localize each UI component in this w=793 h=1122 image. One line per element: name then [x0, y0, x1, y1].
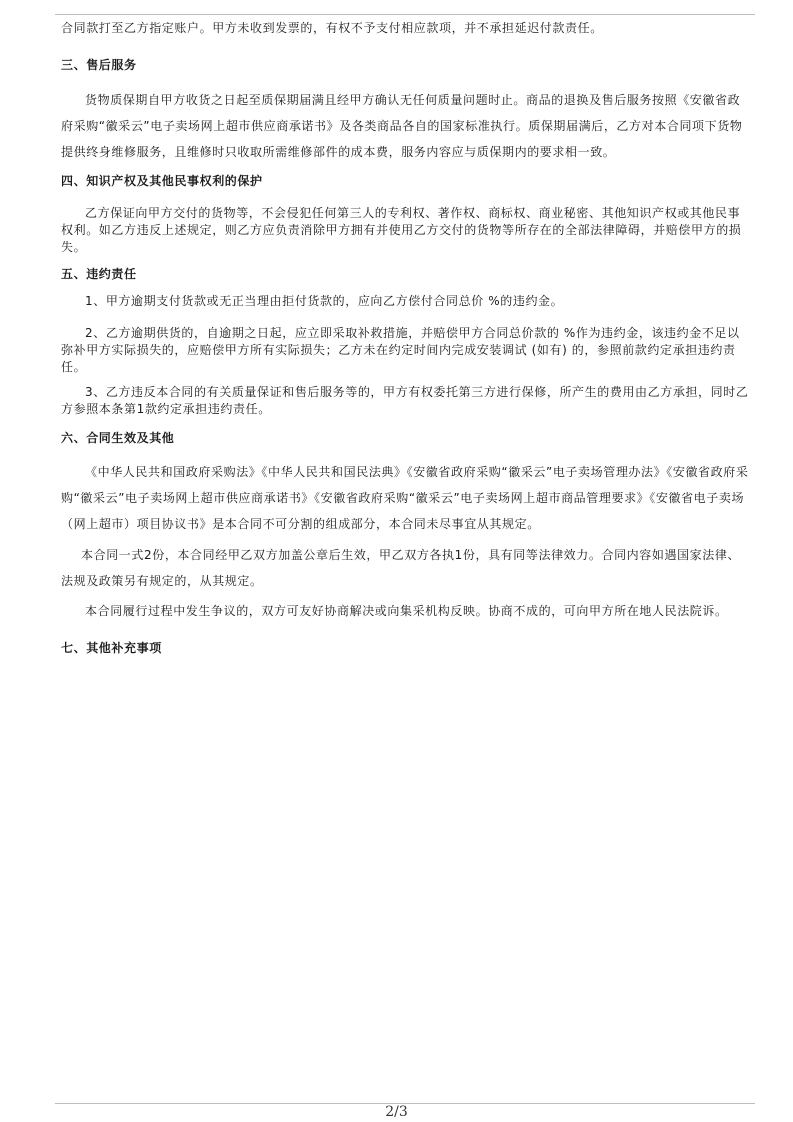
header-rule — [55, 14, 755, 15]
paragraph-liability-3: 3、乙方违反本合同的有关质量保证和售后服务等的，甲方有权委托第三方进行保修，所产生的费用由乙方承担，同时乙方参照本条第1款约定承担违约责任。 — [61, 385, 749, 416]
section-heading-supplementary: 七、其他补充事项 — [61, 641, 162, 655]
section-heading-ip-rights: 四、知识产权及其他民事权利的保护 — [61, 174, 263, 188]
section-heading-effectiveness: 六、合同生效及其他 — [61, 431, 175, 445]
paragraph-effectiveness-3: 本合同履行过程中发生争议的，双方可友好协商解决或向集采机构反映。协商不成的，可向甲方所在地人民法院诉。 — [85, 604, 728, 618]
paragraph-liability-1: 1、甲方逾期支付货款或无正当理由拒付货款的，应向乙方偿付合同总价 %的违约金。 — [85, 294, 564, 308]
paragraph-effectiveness-2: 本合同一式2份，本合同经甲乙双方加盖公章后生效，甲乙双方各执1份，具有同等法律效力。合同内容如遇国家法律、法规及政策另有规定的，从其规定。 — [61, 548, 741, 588]
paragraph-effectiveness-1: 《中华人民共和国政府采购法》《中华人民共和国民法典》《安徽省政府采购“徽采云”电子卖场管理办法》《安徽省政府采购“徽采云”电子卖场网上超市供应商承诺书》《安徽省政府采购“徽采云”电子卖场网上超市商品管理要求》《安徽省电子卖场（网上超市）项目协议书》是本合同不可分割的组成部分，本合同未尽事宜从其规定。 — [61, 465, 749, 531]
paragraph-ip-rights: 乙方保证向甲方交付的货物等，不会侵犯任何第三人的专利权、著作权、商标权、商业秘密、其他知识产权或其他民事权利。如乙方违反上述规定，则乙方应负责消除甲方拥有并使用乙方交付的货物等所存在的全部法律障碍，并赔偿甲方的损失。 — [61, 206, 742, 254]
page-number: 2/3 — [385, 1104, 408, 1120]
paragraph-after-sales: 货物质保期自甲方收货之日起至质保期届满且经甲方确认无任何质量问题时止。商品的退换及售后服务按照《安徽省政府采购“徽采云”电子卖场网上超市供应商承诺书》及各类商品各自的国家标准执行。质保期届满后，乙方对本合同项下货物提供终身维修服务，且维修时只收取所需维修部件的成本费，服务内容应与质保期内的要求相一致。 — [61, 93, 743, 159]
section-heading-after-sales: 三、售后服务 — [61, 58, 137, 72]
paragraph-liability-2: 2、乙方逾期供货的，自逾期之日起，应立即采取补救措施，并赔偿甲方合同总价款的 %作为违约金，该违约金不足以弥补甲方实际损失的，应赔偿甲方所有实际损失；乙方未在约定时间内完成安装调试 (如有) 的，参照前款约定承担违约责任。 — [61, 326, 740, 374]
lead-paragraph: 合同款打至乙方指定账户。甲方未收到发票的，有权不予支付相应款项，并不承担延迟付款责任。 — [61, 21, 603, 35]
section-heading-liability: 五、违约责任 — [61, 267, 137, 281]
